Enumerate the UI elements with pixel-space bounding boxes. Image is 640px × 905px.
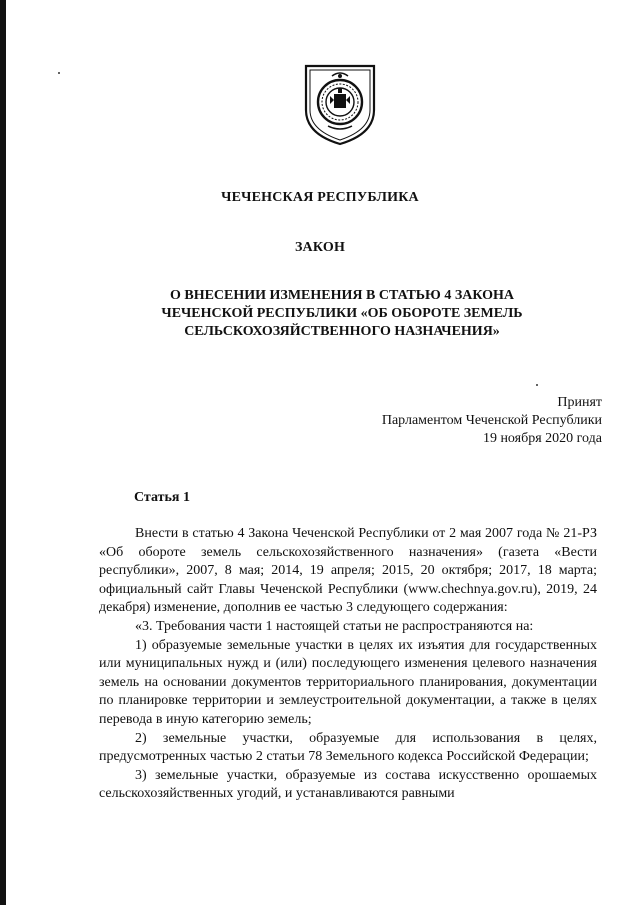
article-body bbox=[99, 525, 597, 804]
paragraph: 2) земельные участки, образуемые для использования в целях, предусмотренных частью 2 статьи 78 Земельного кодекса Российской Федерации; bbox=[99, 730, 597, 765]
adoption-block bbox=[382, 394, 602, 448]
paragraph: «3. Требования части 1 настоящей статьи не распространяются на: bbox=[135, 618, 534, 634]
paragraph: 1) образуемые земельные участки в целях их изъятия для государственных или муниципальных нужд и (или) последующего изменения целевого назначения земель на основании документов территориального планирования, документации по планировке территории и землеустроительной документации, а также в целях перевода в иную категорию земель; bbox=[99, 637, 597, 727]
heading-line: СЕЛЬСКОХОЗЯЙСТВЕННОГО НАЗНАЧЕНИЯ» bbox=[184, 324, 500, 339]
adopted-label: Принят bbox=[557, 395, 602, 410]
heading-line: О ВНЕСЕНИИ ИЗМЕНЕНИЯ В СТАТЬЮ 4 ЗАКОНА bbox=[169, 288, 515, 303]
coat-of-arms-emblem bbox=[302, 60, 378, 146]
adopted-date: 19 ноября 2020 года bbox=[482, 431, 602, 446]
article-title: Статья 1 bbox=[134, 490, 190, 505]
scan-speck bbox=[536, 384, 538, 386]
adopted-by: Парламентом Чеченской Республики bbox=[381, 413, 602, 428]
republic-title: ЧЕЧЕНСКАЯ РЕСПУБЛИКА bbox=[221, 190, 419, 205]
paragraph: Внести в статью 4 Закона Чеченской Республики от 2 мая 2007 года № 21-РЗ «Об обороте земель сельскохозяйственного назначения» (газета «Вести республики», 2007, 8 мая; 2014, 19 апреля; 2015, 20 октября; 2017, 18 марта; официальный сайт Главы Чеченской Республики (www.chechnya.gov.ru), 2019, 24 декабря) изменение, дополнив ее частью 3 следующего содержания: bbox=[99, 526, 597, 616]
scan-speck bbox=[58, 72, 60, 74]
scan-edge bbox=[0, 0, 6, 905]
law-heading bbox=[150, 287, 534, 341]
law-title: ЗАКОН bbox=[294, 240, 346, 255]
heading-line: ЧЕЧЕНСКОЙ РЕСПУБЛИКИ «ОБ ОБОРОТЕ ЗЕМЕЛЬ bbox=[161, 306, 523, 321]
paragraph: 3) земельные участки, образуемые из состава искусственно орошаемых сельскохозяйственных угодий, и устанавливаются равными bbox=[99, 767, 597, 802]
